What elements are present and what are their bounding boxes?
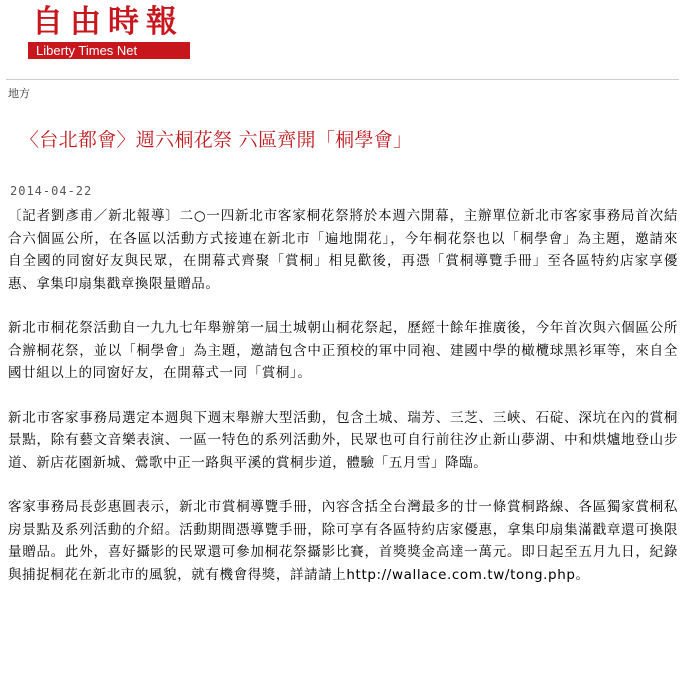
article-title: 〈台北都會〉週六桐花祭 六區齊開「桐學會」 <box>20 129 413 151</box>
article-paragraph-2: 新北市桐花祭活動自一九九七年舉辦第一屆土城朝山桐花祭起，歷經十餘年推廣後，今年首次與六個區公所合辦桐花祭，並以「桐學會」為主題，邀請包含中正預校的軍中同袍、建國中學的橄欖球黑衫軍等，來自全國廿組以上的同窗好友，在開幕式一同「賞桐」。 <box>8 320 678 381</box>
article-paragraph-3: 新北市客家事務局選定本週與下週末舉辦大型活動，包含土城、瑞芳、三芝、三峽、石碇、深坑在內的賞桐景點，除有藝文音樂表演、一區一特色的系列活動外，民眾也可自行前往汐止新山夢湖、中和烘爐地登山步道、新店花園新城、鶯歌中正一路與平溪的賞桐步道，體驗「五月雪」降臨。 <box>8 409 678 471</box>
site-logo[interactable] <box>28 4 203 62</box>
header-divider <box>6 79 679 80</box>
logo-chinese-name: 自由時報 <box>32 4 184 40</box>
section-label: 地方 <box>8 87 30 100</box>
logo-english-name: Liberty Times Net <box>36 43 138 58</box>
article-paragraph-1: 〔記者劉彥甫／新北報導〕二○一四新北市客家桐花祭將於本週六開幕，主辦單位新北市客家事務局首次結合六個區公所，在各區以活動方式接連在新北市「遍地開花」，今年桐花祭也以「桐學會」為主題，邀請來自全國的同窗好友與民眾，在開幕式齊聚「賞桐」相見歡後，再憑「賞桐導覽手冊」至各區特約店家享優惠、拿集印扇集戳章換限量贈品。 <box>8 208 678 292</box>
article-body <box>8 205 678 608</box>
logo-english-bar <box>28 42 190 59</box>
article-paragraph-4: 客家事務局長彭惠圓表示，新北市賞桐導覽手冊，內容含括全台灣最多的廿一條賞桐路線、各區獨家賞桐私房景點及系列活動的介紹。活動期間憑導覽手冊，除可享有各區特約店家優惠，拿集印扇集滿戳章還可換限量贈品。此外，喜好攝影的民眾還可參加桐花祭攝影比賽，首獎獎金高達一萬元。即日起至五月九日，紀錄與捕捉桐花在新北市的風貌，就有機會得獎，詳請請上http://wallace.com.tw/tong.php。 <box>8 499 678 583</box>
article-date: 2014-04-22 <box>10 184 93 198</box>
